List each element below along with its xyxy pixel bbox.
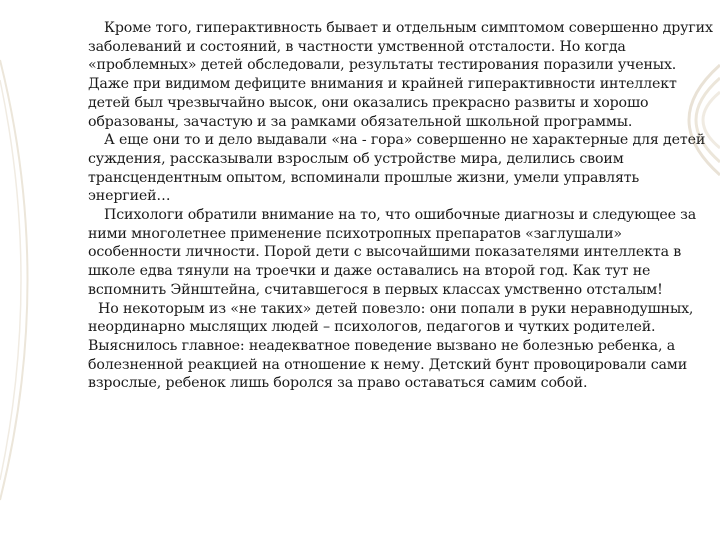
decorative-curves-left <box>0 40 60 520</box>
paragraph-1: Кроме того, гиперактивность бывает и отдельным симптомом совершенно других заболеваний и состояний, в частности умственной отсталости. Но когда «проблемных» детей обследовали, результаты тестирования поразили ученых. Даже при видимом дефиците внимания и крайней гиперактивности интеллект детей был чрезвычайно высок, они оказались прекрасно развиты и хорошо образованы, зачастую и за рамками обязательной школьной программы. <box>88 20 713 130</box>
paragraph-3: Психологи обратили внимание на то, что ошибочные диагнозы и следующее за ними многолетнее применение психотропных препаратов «заглушали» особенности личности. Порой дети с высочайшими показателями интеллекта в школе едва тянули на троечки и даже оставались на второй год. Как тут не вспомнить Эйнштейна, считавшегося в первых классах умственно отсталым! <box>88 207 697 298</box>
paragraph-2: А еще они то и дело выдавали «на - гора» совершенно не характерные для детей суждения, рассказывали взрослым об устройстве мира, делились своим трансцендентным опытом, вспоминали прошлые жизни, умели управлять энергией… <box>88 132 706 205</box>
paragraph-4: Но некоторым из «не таких» детей повезло: они попали в руки неравнодушных, неординарно мыслящих людей – психологов, педагогов и чутких родителей. Выяснилось главное: неадекватное поведение вызвано не болезнью ребенка, а болезненной реакцией на отношение к нему. Детский бунт провоцировали сами взрослые, ребенок лишь боролся за право оставаться самим собой. <box>88 300 694 392</box>
body-text <box>88 19 714 393</box>
